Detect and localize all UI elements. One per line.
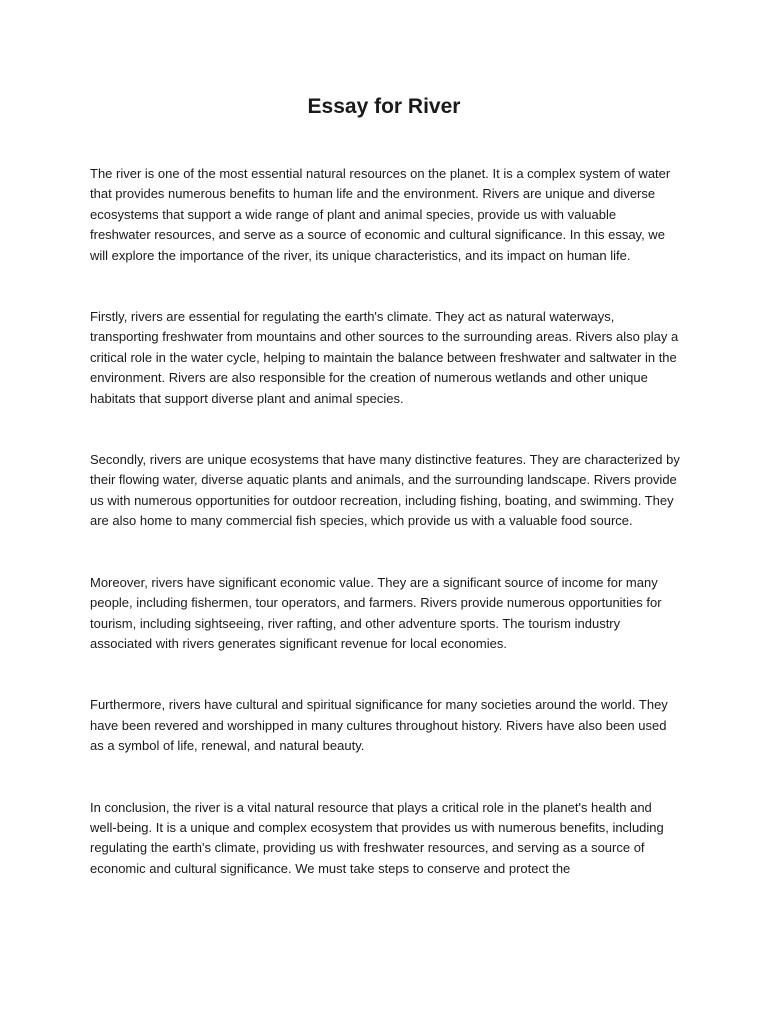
paragraph-climate: Firstly, rivers are essential for regulating the earth's climate. They act as natural waterways, transporting freshwater from mountains and other sources to the surrounding areas. Rivers also play a critical role in the water cycle, helping to maintain the balance between freshwater and saltwater in the environment. Rivers are also responsible for the creation of numerous wetlands and other unique habitats that support diverse plant and animal species. (90, 309, 679, 406)
document-body (90, 164, 680, 920)
paragraph-ecosystems: Secondly, rivers are unique ecosystems that have many distinctive features. They are characterized by their flowing water, diverse aquatic plants and animals, and the surrounding landscape. Rivers provide us with numerous opportunities for outdoor recreation, including fishing, boating, and swimming. They are also home to many commercial fish species, which provide us with a valuable food source. (90, 452, 680, 529)
paragraph-cultural: Furthermore, rivers have cultural and spiritual significance for many societies around the world. They have been revered and worshipped in many cultures throughout history. Rivers have also been used as a symbol of life, renewal, and natural beauty. (90, 697, 668, 754)
paragraph-economic: Moreover, rivers have significant economic value. They are a significant source of income for many people, including fishermen, tour operators, and farmers. Rivers provide numerous opportunities for tourism, including sightseeing, river rafting, and other adventure sports. The tourism industry associated with rivers generates significant revenue for local economies. (90, 574, 662, 651)
paragraph-intro: The river is one of the most essential natural resources on the planet. It is a complex system of water that provides numerous benefits to human life and the environment. Rivers are unique and diverse ecosystems that support a wide range of plant and animal species, provide us with valuable freshwater resources, and serve as a source of economic and cultural significance. In this essay, we will explore the importance of the river, its unique characteristics, and its impact on human life. (90, 166, 671, 263)
paragraph-conclusion: In conclusion, the river is a vital natural resource that plays a critical role in the planet's health and well-being. It is a unique and complex ecosystem that provides us with numerous benefits, including regulating the earth's climate, providing us with freshwater resources, and serving as a source of economic and cultural significance. We must take steps to conserve and protect the (90, 799, 664, 876)
document-title: Essay for River (307, 95, 461, 118)
